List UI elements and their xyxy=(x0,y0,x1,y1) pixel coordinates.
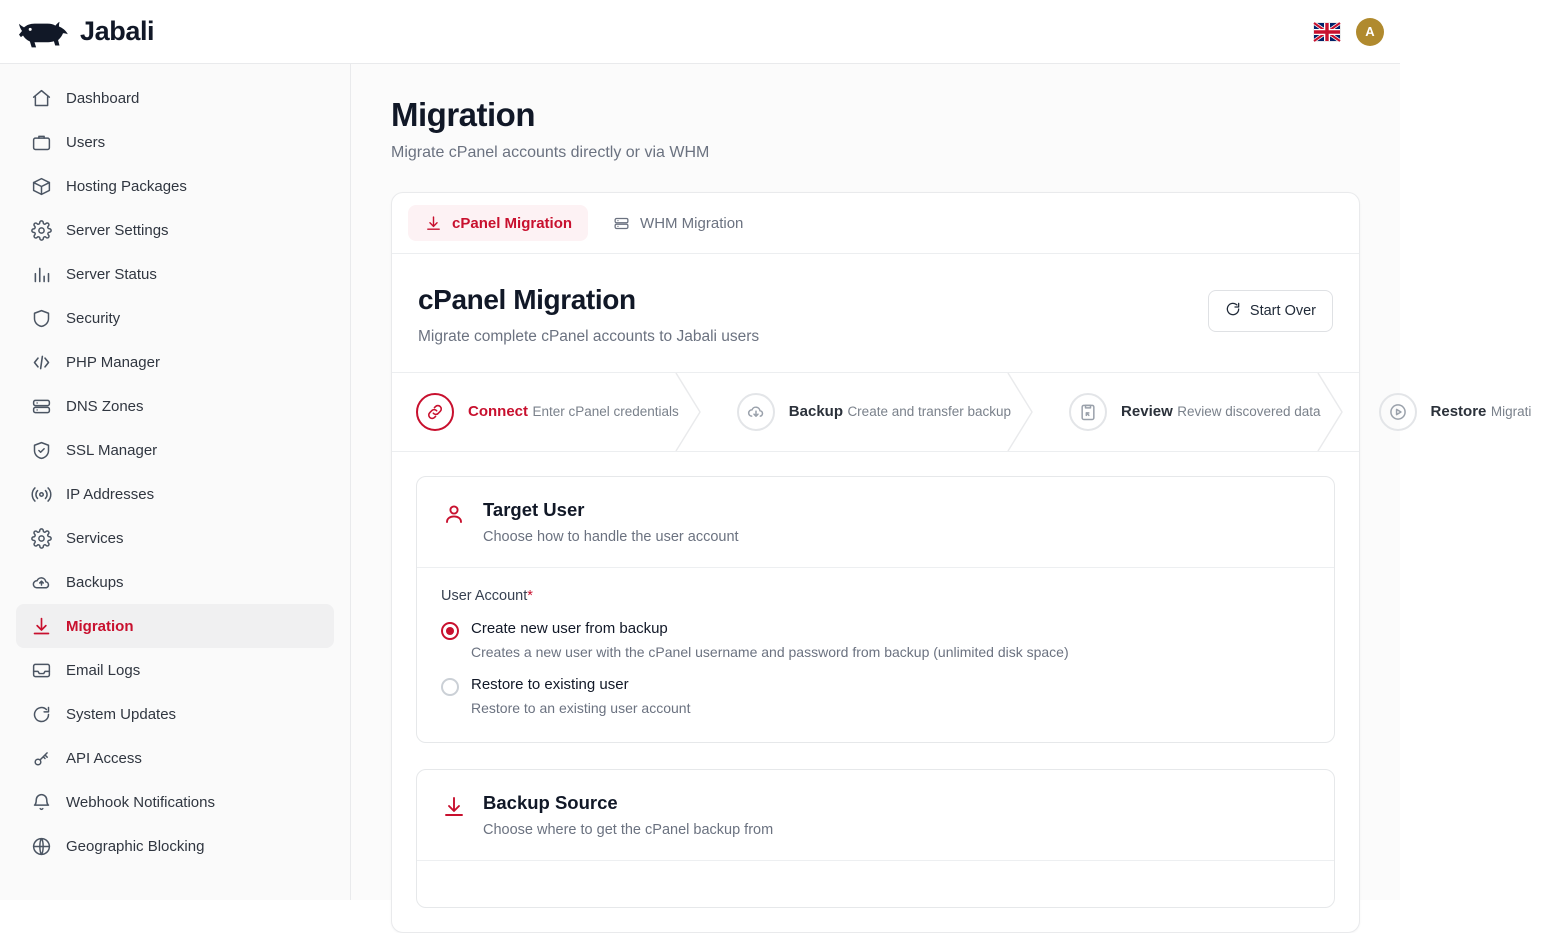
sidebar-item-backups[interactable] xyxy=(16,560,334,604)
sidebar-item-dns-zones[interactable] xyxy=(16,384,334,428)
user-account-label xyxy=(441,588,1310,604)
box-icon xyxy=(30,175,52,197)
chevron-divider-icon xyxy=(1318,373,1344,451)
backup-source-header-text xyxy=(483,792,773,838)
radio-text xyxy=(471,676,690,716)
start-over-label: Start Over xyxy=(1249,303,1316,319)
sidebar-item-label: Security xyxy=(66,309,121,327)
step-restore[interactable] xyxy=(1343,373,1553,451)
bell-icon xyxy=(30,791,52,813)
top-bar-right xyxy=(1314,18,1384,46)
tab-cpanel-migration[interactable] xyxy=(408,205,588,241)
section-header-text xyxy=(418,284,759,346)
step-panels xyxy=(392,452,1359,932)
home-icon xyxy=(30,87,52,109)
chevron-divider-icon xyxy=(1008,373,1034,451)
tab-label: WHM Migration xyxy=(640,214,744,232)
sidebar-item-label: Webhook Notifications xyxy=(66,793,215,811)
shield-icon xyxy=(30,307,52,329)
refresh-icon xyxy=(30,703,52,725)
section-subtitle: Migrate complete cPanel accounts to Jabali users xyxy=(418,328,760,345)
sidebar-item-system-updates[interactable] xyxy=(16,692,334,736)
sidebar-item-label: Geographic Blocking xyxy=(66,837,205,855)
brand-name: Jabali xyxy=(80,16,155,46)
chevron-divider-icon xyxy=(676,373,702,451)
step-desc: Review discovered data xyxy=(1177,404,1321,419)
broadcast-icon xyxy=(30,483,52,505)
sidebar-item-label: Email Logs xyxy=(66,661,141,679)
sidebar-item-geographic-blocking[interactable] xyxy=(16,824,334,868)
step-review[interactable] xyxy=(1033,373,1342,451)
gear-icon xyxy=(30,527,52,549)
download-icon xyxy=(424,214,442,232)
panel-desc: Choose how to handle the user account xyxy=(483,529,739,545)
sidebar-item-email-logs[interactable] xyxy=(16,648,334,692)
sidebar-item-label: Users xyxy=(66,133,106,151)
user-icon xyxy=(441,501,467,527)
gear-icon xyxy=(30,219,52,241)
sidebar xyxy=(0,64,351,900)
radio-option-restore-existing-user[interactable] xyxy=(441,676,1310,716)
radio-restore-existing-user[interactable] xyxy=(441,678,459,696)
sidebar-item-label: IP Addresses xyxy=(66,485,155,503)
sidebar-item-migration[interactable] xyxy=(16,604,334,648)
step-text xyxy=(468,403,679,421)
boar-logo-icon xyxy=(18,15,70,49)
sidebar-item-label: PHP Manager xyxy=(66,353,160,371)
sidebar-item-services[interactable] xyxy=(16,516,334,560)
step-text xyxy=(1431,403,1532,421)
radio-option-create-new-user[interactable] xyxy=(441,620,1310,660)
required-mark: * xyxy=(527,588,533,604)
migration-card xyxy=(391,192,1532,933)
sidebar-item-label: API Access xyxy=(66,749,142,767)
step-desc: Create and transfer backup xyxy=(847,404,1012,419)
link-icon xyxy=(416,393,454,431)
brand[interactable] xyxy=(18,15,154,49)
sidebar-item-label: Backups xyxy=(66,573,124,591)
inbox-icon xyxy=(30,659,52,681)
target-user-header xyxy=(417,477,1334,568)
section-header xyxy=(392,254,1359,346)
sidebar-item-label: Services xyxy=(66,529,124,547)
step-backup[interactable] xyxy=(701,373,1033,451)
step-label: Review xyxy=(1121,403,1173,420)
step-text xyxy=(1121,403,1320,421)
radio-title: Create new user from backup xyxy=(471,620,668,637)
panel-title: Target User xyxy=(483,499,585,520)
code-icon xyxy=(30,351,52,373)
tab-whm-migration[interactable] xyxy=(596,205,759,241)
bar-chart-icon xyxy=(30,263,52,285)
panel-desc: Choose where to get the cPanel backup from xyxy=(483,822,774,838)
panel-title: Backup Source xyxy=(483,792,618,813)
step-text xyxy=(789,403,1011,421)
key-icon xyxy=(30,747,52,769)
briefcase-icon xyxy=(30,131,52,153)
sidebar-item-php-manager[interactable] xyxy=(16,340,334,384)
sidebar-item-server-settings[interactable] xyxy=(16,208,334,252)
sidebar-item-security[interactable] xyxy=(16,296,334,340)
backup-source-header xyxy=(417,770,1334,861)
migration-tabs xyxy=(392,193,1359,254)
sidebar-item-server-status[interactable] xyxy=(16,252,334,296)
user-account-label-text: User Account xyxy=(441,588,528,604)
sidebar-item-label: Hosting Packages xyxy=(66,177,187,195)
clipboard-icon xyxy=(1069,393,1107,431)
sidebar-item-hosting-packages[interactable] xyxy=(16,164,334,208)
server-icon xyxy=(612,214,630,232)
sidebar-item-api-access[interactable] xyxy=(16,736,334,780)
target-user-panel xyxy=(416,476,1335,743)
step-label: Restore xyxy=(1430,403,1487,420)
sidebar-item-ssl-manager[interactable] xyxy=(16,428,334,472)
step-desc: Migrati xyxy=(1490,404,1532,419)
sidebar-item-label: DNS Zones xyxy=(66,397,144,415)
section-title: cPanel Migration xyxy=(418,284,636,315)
target-user-header-text xyxy=(483,499,739,545)
page-subtitle: Migrate cPanel accounts directly or via WHM xyxy=(391,144,710,161)
step-connect[interactable] xyxy=(392,373,701,451)
download-icon xyxy=(30,615,52,637)
uk-flag-icon[interactable] xyxy=(1314,23,1340,41)
cloud-download-icon xyxy=(737,393,775,431)
shield-check-icon xyxy=(30,439,52,461)
backup-source-body xyxy=(417,861,1334,907)
sidebar-item-label: Server Status xyxy=(66,265,157,283)
tab-label: cPanel Migration xyxy=(452,214,573,232)
sidebar-item-ip-addresses[interactable] xyxy=(16,472,334,516)
radio-title: Restore to existing user xyxy=(471,676,629,693)
avatar[interactable]: A xyxy=(1356,18,1384,46)
backup-source-panel xyxy=(416,769,1335,908)
radio-desc: Creates a new user with the cPanel username and password from backup (unlimited disk space) xyxy=(471,644,1069,660)
sidebar-item-users[interactable] xyxy=(16,120,334,164)
radio-desc: Restore to an existing user account xyxy=(471,700,691,716)
cloud-upload-icon xyxy=(30,571,52,593)
globe-icon xyxy=(30,835,52,857)
step-desc: Enter cPanel credentials xyxy=(532,404,679,419)
start-over-button[interactable] xyxy=(1208,290,1333,332)
sidebar-item-label: Server Settings xyxy=(66,221,169,239)
sidebar-item-label: SSL Manager xyxy=(66,441,158,459)
sidebar-item-label: System Updates xyxy=(66,705,177,723)
radio-text xyxy=(471,620,1069,660)
download-icon xyxy=(441,794,467,820)
refresh-icon xyxy=(1225,301,1241,321)
main-content xyxy=(351,64,1532,900)
target-user-body xyxy=(417,568,1334,742)
sidebar-item-label: Migration xyxy=(66,617,134,635)
top-bar xyxy=(0,0,1400,64)
server-icon xyxy=(30,395,52,417)
body xyxy=(0,64,1532,900)
sidebar-item-label: Dashboard xyxy=(66,89,140,107)
page-title: Migration xyxy=(391,96,535,133)
sidebar-item-webhook-notifications[interactable] xyxy=(16,780,334,824)
step-label: Backup xyxy=(788,403,843,420)
play-icon xyxy=(1379,393,1417,431)
step-label: Connect xyxy=(468,403,528,420)
sidebar-item-dashboard[interactable] xyxy=(16,76,334,120)
radio-create-new-user[interactable] xyxy=(441,622,459,640)
migration-stepper xyxy=(392,372,1532,452)
